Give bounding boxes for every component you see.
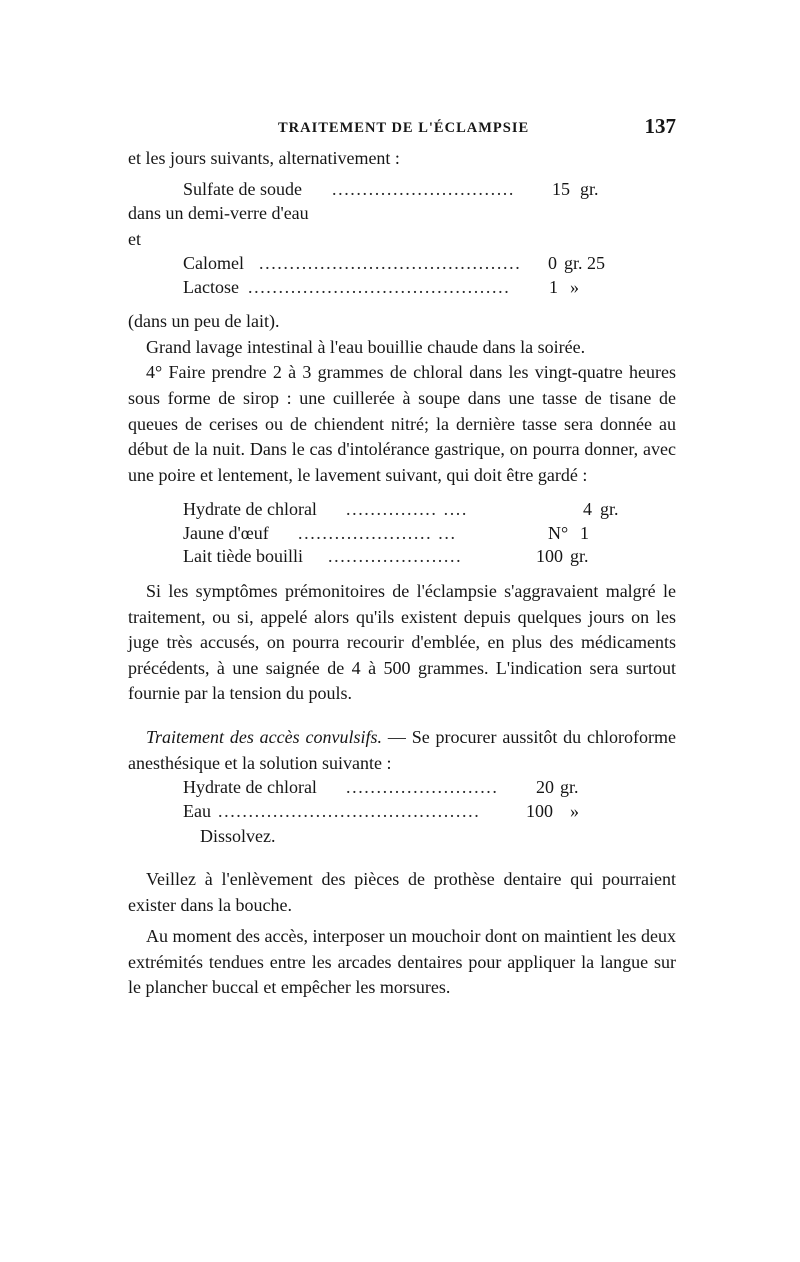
ingredient-name: Hydrate de chloral (183, 777, 317, 798)
prescription-line (128, 800, 676, 824)
paragraph-symptomes: Si les symptômes prémonitoires de l'éclampsie s'aggravaient malgré le traitement, ou si, appelé alors qu'ils existent depuis quelques jours on les juge très accusés, on pourra recourir d'emblée, en plus des médicaments précédents, à une saignée de 4 à 500 grammes. L'indication sera surtout fournie par la tension du pouls. (128, 580, 676, 704)
ingredient-name: Eau (183, 800, 211, 821)
paragraph-lavage: Grand lavage intestinal à l'eau bouillie chaude dans la soirée. (146, 336, 586, 357)
ingredient-name: Jaune d'œuf (183, 522, 269, 543)
ingredient-unit: gr. (560, 777, 579, 798)
ingredient-unit: gr. (570, 546, 589, 567)
instruction-text: Dissolvez. (200, 826, 276, 847)
prescription-line (128, 178, 676, 202)
ingredient-dose: 20 (536, 777, 554, 798)
ingredient-name: Lait tiède bouilli (183, 546, 303, 567)
prescription-line (128, 498, 676, 522)
ingredient-dose: 1 (549, 276, 558, 297)
ingredient-name: Hydrate de chloral (183, 499, 317, 520)
ingredient-dose: 15 (552, 178, 570, 199)
prescription-solution (128, 776, 676, 849)
leader-dots: ........................................... (259, 253, 522, 274)
paragraph-chloral: 4° Faire prendre 2 à 3 grammes de chloral dans les vingt-quatre heures sous forme de sirop : une cuillerée à soupe dans une tasse de tisane de queues de cerises ou de chiendent nitré; la dernière tasse sera donnée au début de la nuit. Dans le cas d'intolérance gastrique, on pourra donner, avec une poire et lentement, le lavement suivant, qui doit être gardé : (128, 362, 676, 485)
ingredient-dose: 100 (526, 800, 553, 821)
prescription-line (128, 276, 676, 300)
prescription-instruction (128, 823, 676, 849)
leader-dots: ...................... (328, 546, 463, 567)
paragraph-et: et (128, 228, 141, 249)
ingredient-unit: gr. (600, 499, 619, 520)
page-body (128, 146, 676, 1001)
prescription-sulfate (128, 178, 676, 202)
paragraph-demi-verre: dans un demi-verre d'eau (128, 203, 309, 224)
prescription-calomel-lactose (128, 252, 676, 299)
leader-dots: .............................. (332, 178, 515, 199)
section-heading: Traitement des accès convulsifs. (146, 726, 382, 747)
paragraph-mouchoir: Au moment des accès, interposer un mouchoir dont on maintient les deux extrémités tendues entre les arcades dentaires pour appliquer la langue sur le plancher buccal et empêcher les morsures. (128, 926, 676, 998)
leader-dots: ........................................... (248, 276, 511, 297)
paragraph-acces-convulsifs (128, 725, 676, 776)
ingredient-unit: gr. (580, 178, 599, 199)
paragraph-peu-de-lait: (dans un peu de lait). (128, 311, 280, 332)
ingredient-dose: 100 (536, 546, 563, 567)
ingredient-unit: 1 (580, 522, 589, 543)
ingredient-name: Calomel (183, 253, 244, 274)
page (128, 112, 676, 1001)
leader-dots: ......................... (346, 777, 499, 798)
page-number: 137 (644, 114, 676, 138)
leader-dots: ............... .... (346, 499, 468, 520)
prescription-line (128, 776, 676, 800)
prescription-line (128, 522, 676, 546)
section-text: — Se procurer aussitôt du chloroforme anesthésique et la solution suivante : (128, 726, 676, 773)
ingredient-unit: » (570, 276, 579, 297)
ingredient-dose: 4 (583, 499, 592, 520)
paragraph-prothese: Veillez à l'enlèvement des pièces de prothèse dentaire qui pourraient exister dans la bouche. (128, 869, 676, 915)
ingredient-dose: 0 (548, 253, 557, 274)
ingredient-unit: » (570, 800, 579, 821)
paragraph-intro: et les jours suivants, alternativement : (128, 148, 400, 168)
running-title: TRAITEMENT DE L'ÉCLAMPSIE (278, 120, 530, 136)
prescription-line (128, 252, 676, 276)
page-header (128, 112, 676, 146)
ingredient-dose: N° (548, 522, 569, 543)
ingredient-name: Lactose (183, 276, 239, 297)
ingredient-name: Sulfate de soude (183, 178, 302, 199)
ingredient-unit: gr. 25 (564, 253, 606, 274)
prescription-line (128, 545, 676, 569)
prescription-lavement (128, 498, 676, 569)
leader-dots: ........................................... (218, 800, 481, 821)
leader-dots: ...................... ... (298, 522, 457, 543)
